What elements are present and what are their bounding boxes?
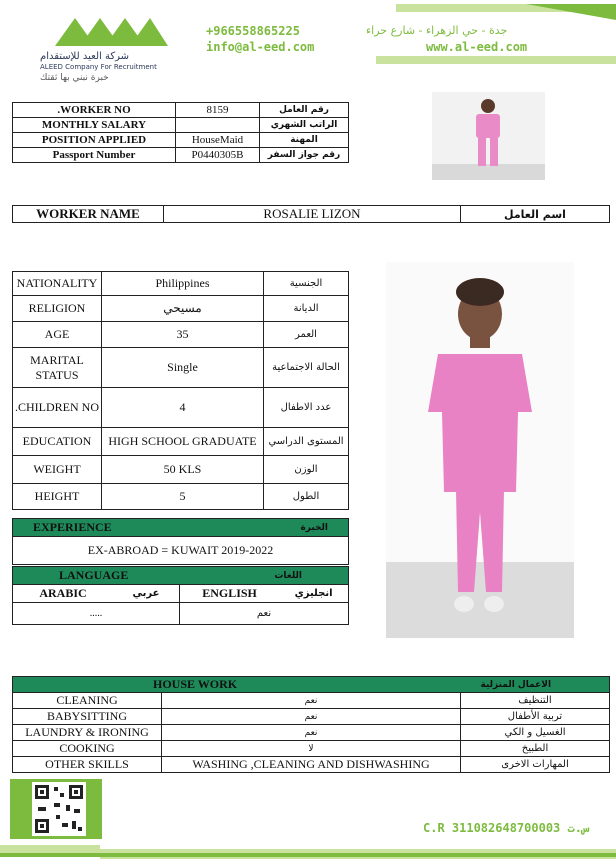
housework-task: BABYSITTING (13, 709, 162, 725)
arabic-value: ..... (13, 603, 180, 625)
info-label-ar: رقم العامل (260, 103, 349, 118)
detail-value: مسيحي (102, 296, 264, 322)
qr-code (10, 779, 102, 839)
worker-photo-large (386, 262, 574, 638)
footer-band (0, 843, 616, 861)
detail-row (13, 348, 349, 388)
info-value: 8159 (176, 103, 260, 118)
info-row (13, 148, 349, 163)
worker-name: ROSALIE LIZON (164, 206, 461, 223)
experience-label-ar: الخبرة (239, 519, 349, 537)
address: جدة - حي الزهراء - شارع حراء (366, 24, 508, 37)
housework-task-ar: الطبيخ (461, 741, 610, 757)
detail-label: RELIGION (13, 296, 102, 322)
detail-label-ar: عدد الاطفال (264, 388, 349, 428)
detail-value: HIGH SCHOOL GRADUATE (102, 428, 264, 456)
company-slogan: خبرة نبني بها ثقتك (40, 73, 109, 83)
housework-task-ar: تربية الأطفال (461, 709, 610, 725)
housework-task-ar: الغسيل و الكي (461, 725, 610, 741)
detail-label: NATIONALITY (13, 272, 102, 296)
housework-row (13, 693, 610, 709)
english-value: نعم (180, 603, 349, 625)
detail-value: 50 KLS (102, 456, 264, 484)
housework-value: WASHING ,CLEANING AND DISHWASHING (162, 757, 461, 773)
housework-row (13, 725, 610, 741)
qr-code-icon (10, 779, 102, 839)
detail-label-ar: الحالة الاجتماعية (264, 348, 349, 388)
detail-row (13, 428, 349, 456)
housework-value: نعم (162, 693, 461, 709)
housework-row (13, 709, 610, 725)
detail-value: 35 (102, 322, 264, 348)
info-value: HouseMaid (176, 133, 260, 148)
english-label: ENGLISH (180, 585, 280, 603)
language-table (12, 566, 349, 625)
info-label: .WORKER NO (13, 103, 176, 118)
info-label-ar: الراتب الشهري (260, 118, 349, 133)
worker-name-table (12, 205, 610, 223)
detail-label: MARITAL STATUS (13, 348, 102, 388)
info-row (13, 103, 349, 118)
housework-row (13, 757, 610, 773)
housework-row (13, 741, 610, 757)
email: info@al-eed.com (206, 40, 315, 54)
company-name-en: ALEED Company For Recruitment (40, 63, 157, 71)
housework-table (12, 676, 610, 773)
detail-value: 5 (102, 484, 264, 510)
housework-task: LAUNDRY & IRONING (13, 725, 162, 741)
experience-label: EXPERIENCE (13, 519, 239, 537)
phone-number: +966558865225 (206, 24, 300, 38)
housework-task-ar: التنظيف (461, 693, 610, 709)
detail-label-ar: المستوى الدراسي (264, 428, 349, 456)
detail-label: WEIGHT (13, 456, 102, 484)
housework-label-ar: الاعمال المنزلية (461, 677, 610, 693)
info-label: MONTHLY SALARY (13, 118, 176, 133)
info-value: P0440305B (176, 148, 260, 163)
experience-value: EX-ABROAD = KUWAIT 2019-2022 (13, 537, 349, 565)
info-label: Passport Number (13, 148, 176, 163)
english-label-ar: انجليزي (279, 585, 348, 603)
detail-label-ar: العمر (264, 322, 349, 348)
company-name-ar: شركة العيد للإستقدام (40, 51, 129, 62)
header-contact (196, 0, 616, 70)
detail-label: AGE (13, 322, 102, 348)
detail-label: HEIGHT (13, 484, 102, 510)
housework-task-ar: المهارات الاخرى (461, 757, 610, 773)
detail-label-ar: الطول (264, 484, 349, 510)
detail-row (13, 484, 349, 510)
detail-label: .CHILDREN NO (13, 388, 102, 428)
info-value (176, 118, 260, 133)
detail-label: EDUCATION (13, 428, 102, 456)
detail-row (13, 272, 349, 296)
arabic-label-ar: عربي (113, 585, 180, 603)
detail-label-ar: الديانة (264, 296, 349, 322)
commercial-registration: C.R 311082648700003 س.ت (423, 821, 590, 835)
info-label-ar: المهنة (260, 133, 349, 148)
worker-name-label: WORKER NAME (13, 206, 164, 223)
worker-photo-small (432, 92, 545, 180)
housework-value: نعم (162, 709, 461, 725)
detail-row (13, 456, 349, 484)
detail-value: Single (102, 348, 264, 388)
company-logo (40, 14, 170, 83)
website: www.al-eed.com (426, 40, 528, 54)
housework-task: COOKING (13, 741, 162, 757)
arabic-label: ARABIC (13, 585, 114, 603)
experience-table (12, 518, 349, 565)
housework-value: نعم (162, 725, 461, 741)
housework-task: OTHER SKILLS (13, 757, 162, 773)
housework-task: CLEANING (13, 693, 162, 709)
info-label: POSITION APPLIED (13, 133, 176, 148)
housework-value: لا (162, 741, 461, 757)
info-row (13, 133, 349, 148)
language-label: LANGUAGE (13, 567, 180, 585)
detail-row (13, 322, 349, 348)
language-label-ar: اللغات (180, 567, 349, 585)
info-label-ar: رقم جواز السفر (260, 148, 349, 163)
detail-label-ar: الوزن (264, 456, 349, 484)
info-row (13, 118, 349, 133)
detail-value: 4 (102, 388, 264, 428)
detail-row (13, 388, 349, 428)
housework-label: HOUSE WORK (13, 677, 461, 693)
details-table (12, 271, 349, 510)
logo-mark-icon (40, 14, 170, 48)
detail-value: Philippines (102, 272, 264, 296)
detail-row (13, 296, 349, 322)
detail-label-ar: الجنسية (264, 272, 349, 296)
info-table (12, 102, 349, 163)
worker-name-label-ar: اسم العامل (461, 206, 610, 223)
